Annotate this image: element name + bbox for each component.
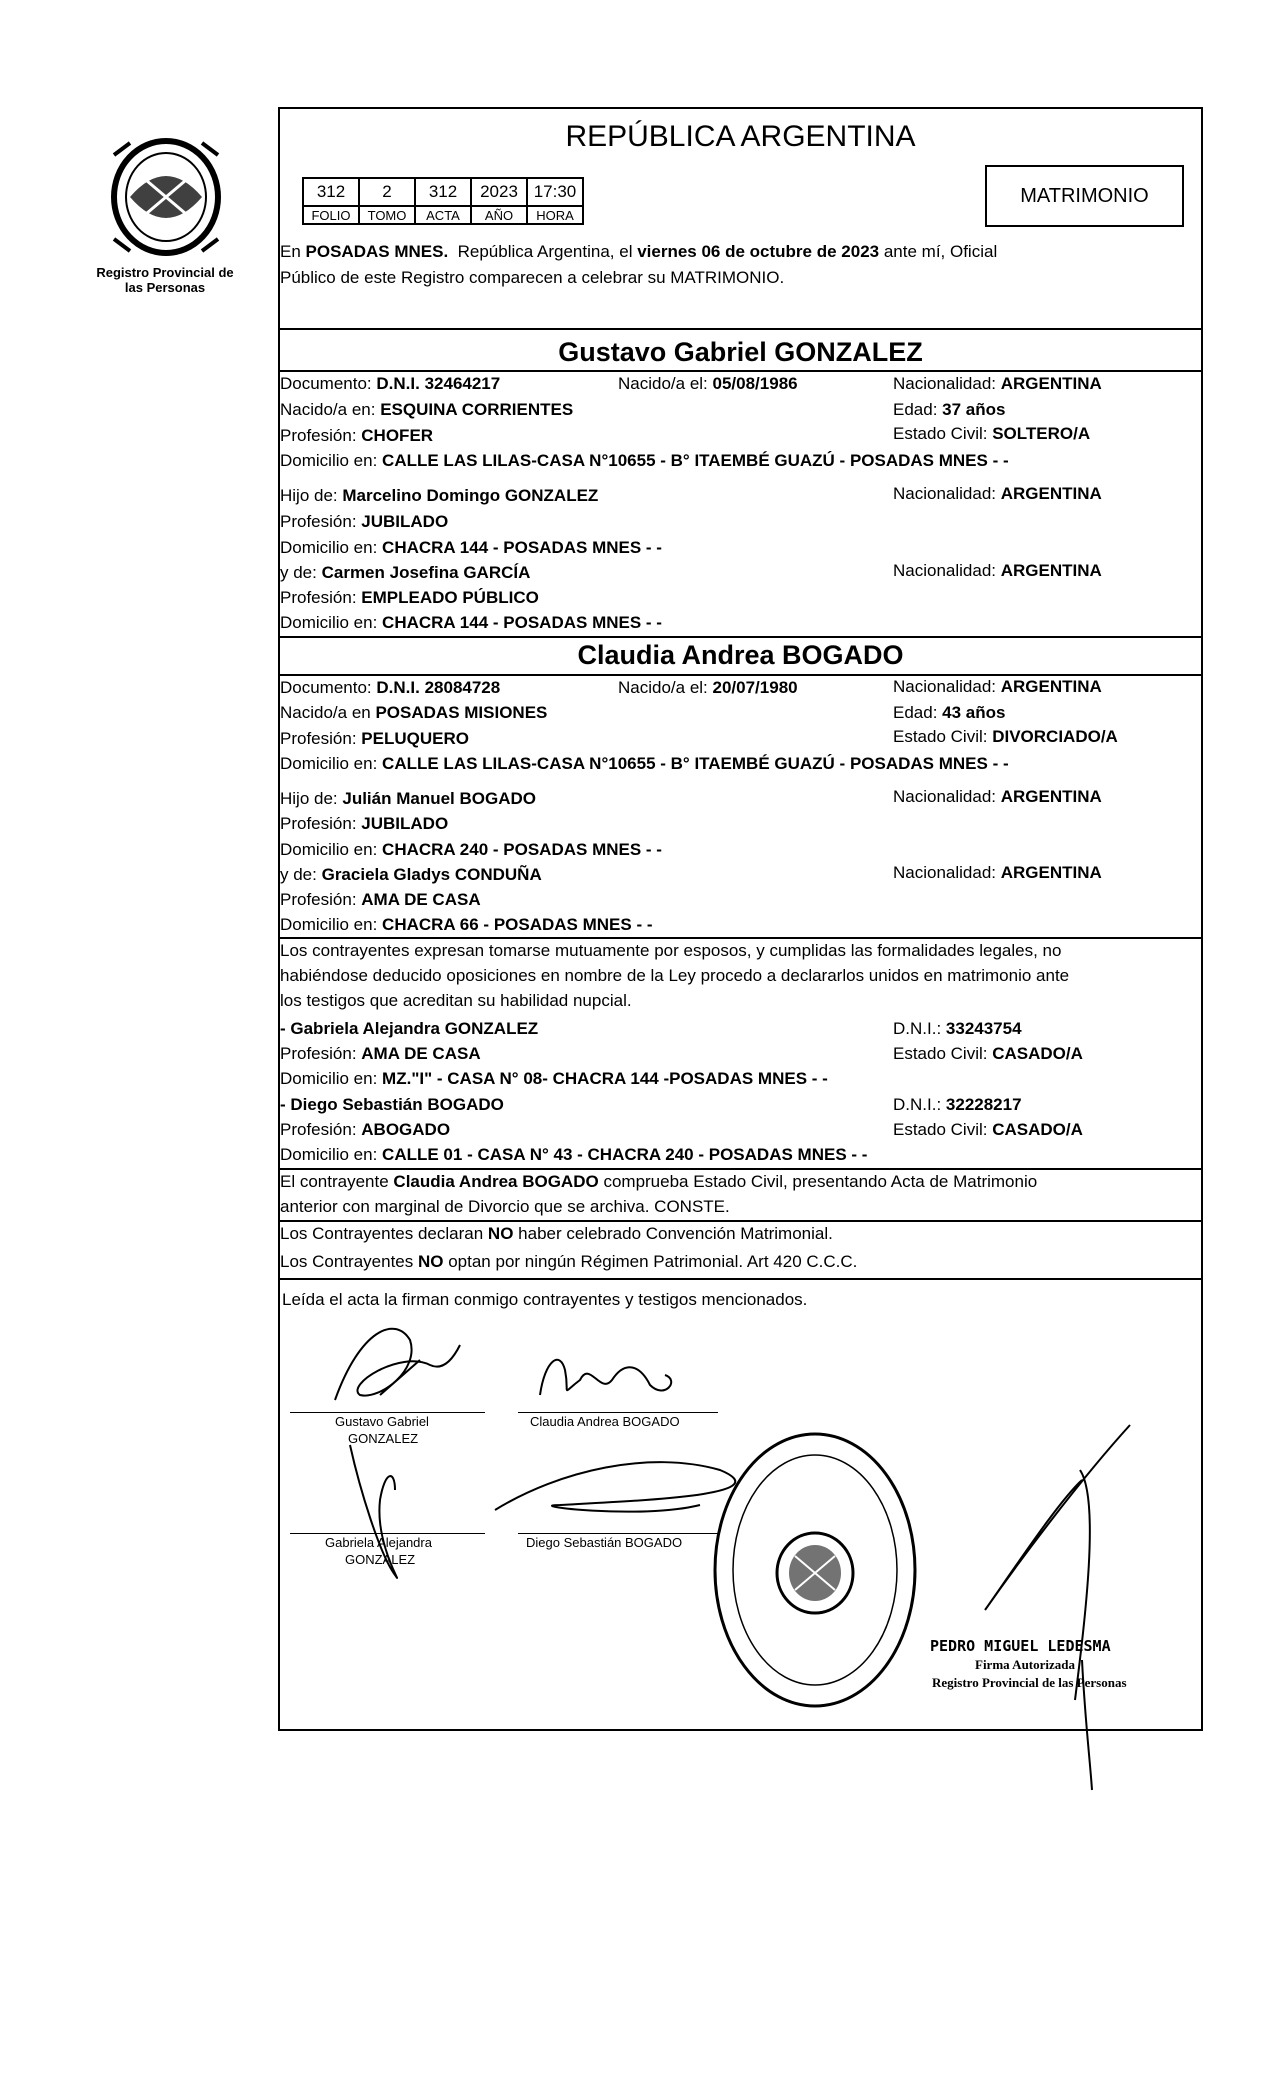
- spouse1-document: Documento: D.N.I. 32464217: [280, 374, 501, 393]
- spouse1-mother-nationality: Nacionalidad: ARGENTINA: [893, 561, 1102, 580]
- acta-value: 312: [415, 178, 471, 206]
- witness1-civil-status: Estado Civil: CASADO/A: [893, 1044, 1083, 1063]
- spouse2-address: Domicilio en: CALLE LAS LILAS-CASA N°10655 - B° ITAEMBÉ GUAZÚ - POSADAS MNES - -: [280, 754, 1009, 773]
- signature-line-3: [290, 1533, 485, 1534]
- witness2-name: - Diego Sebastián BOGADO: [280, 1095, 504, 1114]
- spouse1-father: Hijo de: Marcelino Domingo GONZALEZ: [280, 486, 599, 505]
- witness2-profession: Profesión: ABOGADO: [280, 1120, 451, 1139]
- spouse1-age: Edad: 37 años: [893, 400, 1006, 419]
- declaration-line-3: los testigos que acreditan su habilidad nupcial.: [280, 991, 632, 1010]
- year-label: AÑO: [471, 206, 527, 224]
- spouse1-father-nationality: Nacionalidad: ARGENTINA: [893, 484, 1102, 503]
- spouse2-profession: Profesión: PELUQUERO: [280, 729, 469, 748]
- convention-line-1: Los Contrayentes declaran NO haber celebrado Convención Matrimonial.: [280, 1224, 833, 1243]
- declaration-line-1: Los contrayentes expresan tomarse mutuamente por esposos, y cumplidas las formalidades legales, no: [280, 941, 1062, 960]
- signature-name-1-line-2: GONZALEZ: [348, 1431, 419, 1446]
- spouse2-mother-nationality: Nacionalidad: ARGENTINA: [893, 863, 1102, 882]
- witness1-dni: D.N.I.: 33243754: [893, 1019, 1022, 1038]
- officer-registry: Registro Provincial de las Personas: [932, 1675, 1127, 1690]
- spouse2-father-nationality: Nacionalidad: ARGENTINA: [893, 787, 1102, 806]
- spouse2-age: Edad: 43 años: [893, 703, 1006, 722]
- spouse1-mother-profession: Profesión: EMPLEADO PÚBLICO: [280, 588, 539, 607]
- spouse1-father-profession: Profesión: JUBILADO: [280, 512, 449, 531]
- officer-name: PEDRO MIGUEL LEDESMA: [930, 1637, 1111, 1655]
- declaration-line-2: habiéndose deducido oposiciones en nombre de la Ley procedo a declararlos unidos en matrimonio ante: [280, 966, 1070, 985]
- witness1-name: - Gabriela Alejandra GONZALEZ: [280, 1019, 539, 1038]
- civil-status-note-line-1: El contrayente Claudia Andrea BOGADO comprueba Estado Civil, presentando Acta de Matrimonio: [280, 1172, 1038, 1191]
- logo-caption: Registro Provincial de las Personas: [96, 265, 234, 295]
- signature-name-3-line-2: GONZALEZ: [345, 1552, 416, 1567]
- signature-line-4: [518, 1533, 718, 1534]
- official-seal-stamp: [710, 1428, 920, 1713]
- spouse1-father-address: Domicilio en: CHACRA 144 - POSADAS MNES - -: [280, 538, 662, 557]
- spouse1-birthplace: Nacido/a en: ESQUINA CORRIENTES: [280, 400, 574, 419]
- signature-name-4: Diego Sebastián BOGADO: [526, 1535, 683, 1550]
- intro-line-1: En POSADAS MNES. República Argentina, el viernes 06 de octubre de 2023 ante mí, Oficial: [280, 242, 998, 261]
- spouse1-nationality: Nacionalidad: ARGENTINA: [893, 374, 1102, 393]
- spouse1-civil-status: Estado Civil: SOLTERO/A: [893, 424, 1091, 443]
- hour-label: HORA: [527, 206, 583, 224]
- folio-value: 312: [303, 178, 359, 206]
- spouse2-mother: y de: Graciela Gladys CONDUÑA: [280, 865, 542, 884]
- witness2-address: Domicilio en: CALLE 01 - CASA N° 43 - CHACRA 240 - POSADAS MNES - -: [280, 1145, 868, 1164]
- hour-value: 17:30: [527, 178, 583, 206]
- spouse2-name: Claudia Andrea BOGADO: [577, 640, 904, 670]
- officer-title: Firma Autorizada: [975, 1657, 1076, 1672]
- signature-name-2: Claudia Andrea BOGADO: [530, 1414, 680, 1429]
- spouse2-mother-profession: Profesión: AMA DE CASA: [280, 890, 481, 909]
- witness2-dni: D.N.I.: 32228217: [893, 1095, 1022, 1114]
- spouse2-birthplace: Nacido/a en POSADAS MISIONES: [280, 703, 548, 722]
- spouse2-father-address: Domicilio en: CHACRA 240 - POSADAS MNES - -: [280, 840, 662, 859]
- witness1-profession: Profesión: AMA DE CASA: [280, 1044, 481, 1063]
- signature-line-1: [290, 1412, 485, 1413]
- spouse1-mother-address: Domicilio en: CHACRA 144 - POSADAS MNES - -: [280, 613, 662, 632]
- spouse1-address: Domicilio en: CALLE LAS LILAS-CASA N°10655 - B° ITAEMBÉ GUAZÚ - POSADAS MNES - -: [280, 451, 1009, 470]
- tomo-value: 2: [359, 178, 415, 206]
- spouse2-document: Documento: D.N.I. 28084728: [280, 678, 501, 697]
- signature-line-2: [518, 1412, 718, 1413]
- act-type-box: MATRIMONIO: [985, 165, 1184, 227]
- spouse2-father: Hijo de: Julián Manuel BOGADO: [280, 789, 537, 808]
- signature-name-1-line-1: Gustavo Gabriel: [335, 1414, 429, 1429]
- spouse1-name: Gustavo Gabriel GONZALEZ: [558, 337, 923, 367]
- spouse1-birthdate: Nacido/a el: 05/08/1986: [618, 374, 798, 393]
- folio-label: FOLIO: [303, 206, 359, 224]
- witness2-civil-status: Estado Civil: CASADO/A: [893, 1120, 1083, 1139]
- intro-line-2: Público de este Registro comparecen a celebrar su MATRIMONIO.: [280, 268, 785, 287]
- spouse2-nationality: Nacionalidad: ARGENTINA: [893, 677, 1102, 696]
- civil-status-note-line-2: anterior con marginal de Divorcio que se archiva. CONSTE.: [280, 1197, 730, 1216]
- spouse2-civil-status: Estado Civil: DIVORCIADO/A: [893, 727, 1118, 746]
- spouse1-profession: Profesión: CHOFER: [280, 426, 434, 445]
- signatures-intro: Leída el acta la firman conmigo contrayentes y testigos mencionados.: [282, 1290, 808, 1309]
- convention-line-2: Los Contrayentes NO optan por ningún Régimen Patrimonial. Art 420 C.C.C.: [280, 1252, 858, 1271]
- acta-label: ACTA: [415, 206, 471, 224]
- spouse2-father-profession: Profesión: JUBILADO: [280, 814, 449, 833]
- spouse1-mother: y de: Carmen Josefina GARCÍA: [280, 563, 531, 582]
- spouse2-mother-address: Domicilio en: CHACRA 66 - POSADAS MNES - -: [280, 915, 653, 934]
- witness1-address: Domicilio en: MZ."I" - CASA N° 08- CHACRA 144 -POSADAS MNES - -: [280, 1069, 828, 1088]
- document-title: REPÚBLICA ARGENTINA: [565, 120, 916, 153]
- signature-name-3-line-1: Gabriela Alejandra: [325, 1535, 432, 1550]
- tomo-label: TOMO: [359, 206, 415, 224]
- spouse2-birthdate: Nacido/a el: 20/07/1980: [618, 678, 798, 697]
- year-value: 2023: [471, 178, 527, 206]
